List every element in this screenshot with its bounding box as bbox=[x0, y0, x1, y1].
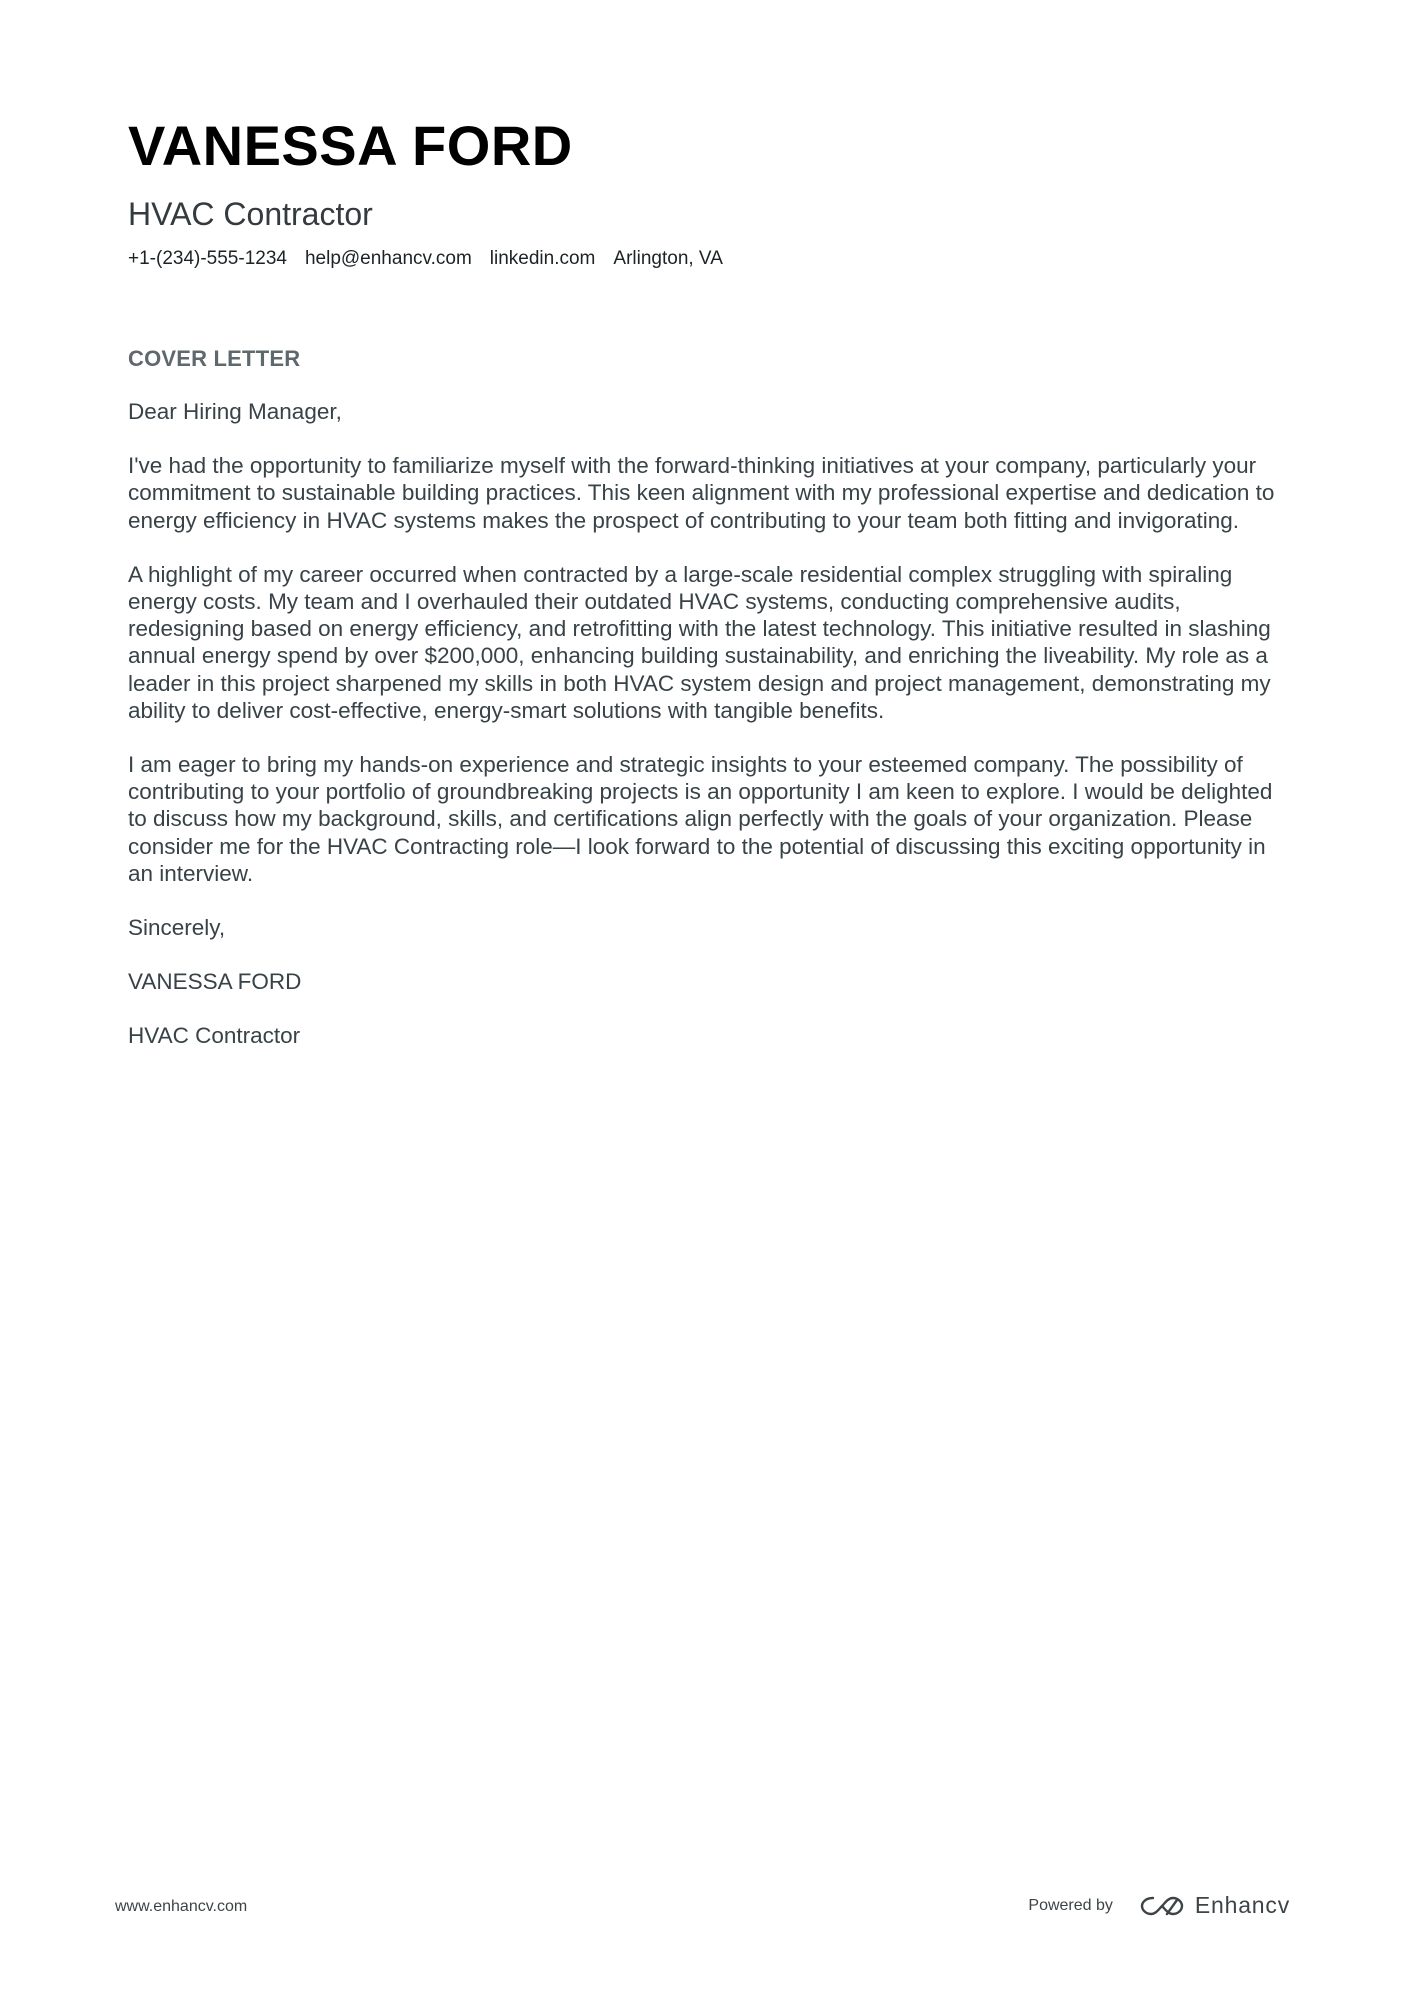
section-title: COVER LETTER bbox=[128, 346, 301, 371]
signature-name: VANESSA FORD bbox=[128, 969, 302, 995]
applicant-role: HVAC Contractor bbox=[128, 196, 373, 232]
contact-info bbox=[128, 246, 1288, 272]
brand-name: Enhancv bbox=[1194, 1892, 1290, 1918]
letter-paragraph-2: A highlight of my career occurred when contracted by a large-scale residential complex struggling with spiraling energy costs. My team and I overhauled their outdated HVAC systems, conducting comprehensive audits, redesigning based on energy efficiency, and retrofitting with the latest technology. This initiative resulted in slashing annual energy spend by over $200,000, enhancing building sustainability, and enriching the liveability. My role as a leader in this project sharpened my skills in both HVAC system design and project management, demonstrating my ability to deliver cost-effective, energy-smart solutions with tangible benefits. bbox=[128, 561, 1271, 723]
powered-by-label: Powered by bbox=[1028, 1896, 1113, 1914]
footer-url-link[interactable]: www.enhancv.com bbox=[115, 1898, 248, 1915]
page-footer bbox=[115, 1892, 1290, 1922]
letter-paragraph-1: I've had the opportunity to familiarize myself with the forward-thinking initiatives at your company, particularly your commitment to sustainable building practices. This keen alignment with my professional expertise and dedication to energy efficiency in HVAC systems makes the prospect of contributing to your team both fitting and invigorating. bbox=[128, 453, 1275, 533]
contact-phone[interactable]: +1-(234)-555-1234 bbox=[128, 248, 287, 269]
letter-body bbox=[128, 344, 1293, 1050]
signature-role: HVAC Contractor bbox=[128, 1023, 301, 1049]
powered-by[interactable] bbox=[1028, 1892, 1290, 1919]
contact-location: Arlington, VA bbox=[613, 248, 723, 269]
contact-email[interactable]: help@enhancv.com bbox=[304, 248, 472, 269]
applicant-name: VANESSA FORD bbox=[128, 114, 573, 177]
letter-paragraph-3: I am eager to bring my hands-on experience and strategic insights to your esteemed company. The possibility of contributing to your portfolio of groundbreaking projects is an opportunity I am keen to explore. I would be delighted to discuss how my background, skills, and certifications align perfectly with the goals of your organization. Please consider me for the HVAC Contracting role—I look forward to the potential of discussing this exciting opportunity in an interview. bbox=[128, 752, 1273, 886]
enhancv-logo-icon bbox=[1139, 1894, 1185, 1918]
salutation: Dear Hiring Manager, bbox=[128, 399, 342, 424]
closing: Sincerely, bbox=[128, 915, 226, 941]
contact-linkedin[interactable]: linkedin.com bbox=[489, 248, 596, 269]
brand-logo[interactable] bbox=[1139, 1892, 1290, 1919]
resume-header bbox=[128, 112, 1288, 272]
